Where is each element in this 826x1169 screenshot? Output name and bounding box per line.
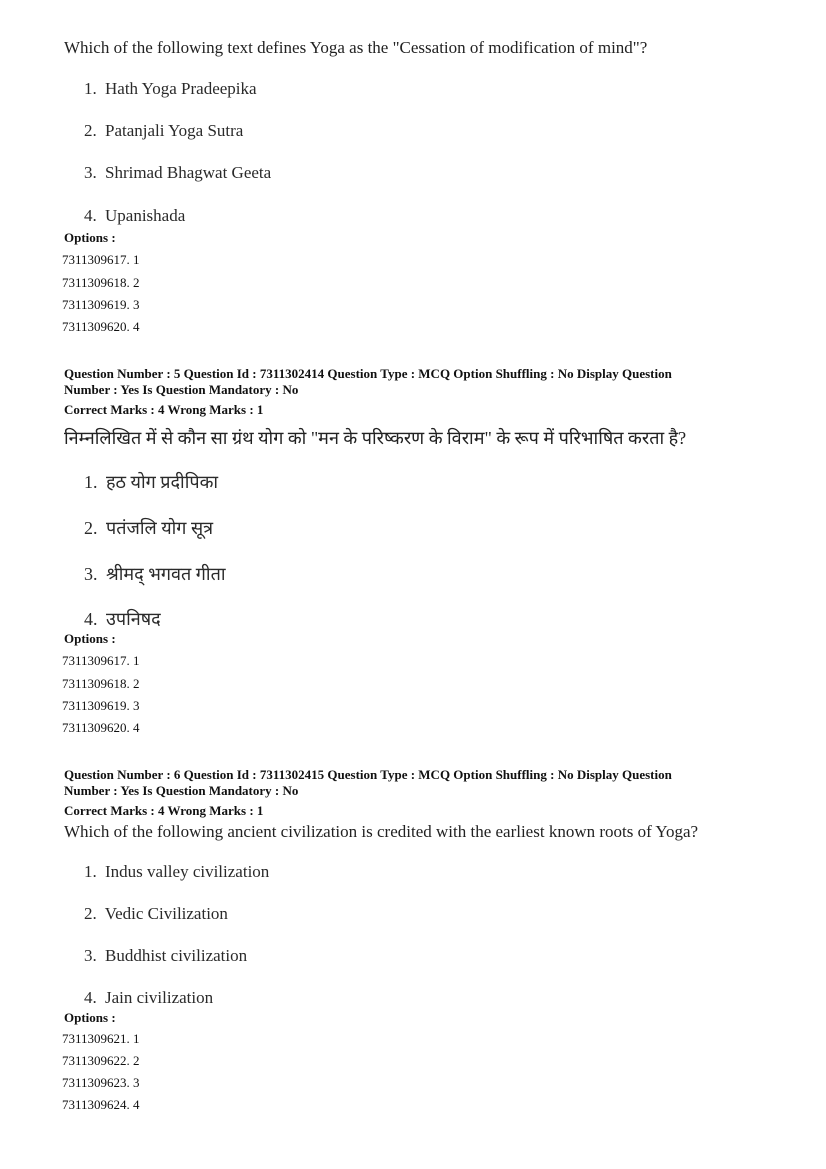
options-label: Options :: [64, 230, 116, 245]
choice-text: Patanjali Yoga Sutra: [105, 121, 244, 140]
option-id: 7311309617. 1: [62, 252, 140, 267]
option-id: 7311309620. 4: [62, 720, 140, 735]
choice-number: 2.: [84, 518, 98, 538]
choice-number: 1.: [84, 862, 97, 881]
choice-1: [84, 862, 269, 882]
option-id: 7311309619. 3: [62, 297, 140, 312]
question-text: Which of the following ancient civilization is credited with the earliest known roots of Yoga?: [64, 822, 699, 841]
marks-line: Correct Marks : 4 Wrong Marks : 1: [64, 402, 264, 417]
choice-text: पतंजलि योग सूत्र: [106, 518, 214, 538]
option-id: 7311309622. 2: [62, 1053, 140, 1068]
option-id: 7311309623. 3: [62, 1075, 140, 1090]
choice-2: [84, 516, 213, 540]
meta-line: Question Number : 5 Question Id : 7311302414 Question Type : MCQ Option Shuffling : No Display Question: [64, 366, 672, 381]
question-text: निम्नलिखित में से कौन सा ग्रंथ योग को "मन के परिष्करण के विराम" के रूप में परिभाषित करता है?: [64, 428, 687, 448]
choice-text: Hath Yoga Pradeepika: [105, 79, 257, 98]
choice-text: Indus valley civilization: [105, 862, 270, 881]
choice-number: 3.: [84, 564, 98, 584]
meta-line: Question Number : 6 Question Id : 7311302415 Question Type : MCQ Option Shuffling : No Display Question: [64, 767, 672, 782]
option-id: 7311309621. 1: [62, 1031, 140, 1046]
choice-text: उपनिषद: [106, 609, 161, 629]
choice-text: हठ योग प्रदीपिका: [106, 472, 219, 492]
option-id: 7311309619. 3: [62, 698, 140, 713]
choice-1: [84, 79, 257, 99]
choice-number: 3.: [84, 946, 97, 965]
choice-number: 2.: [84, 121, 97, 140]
choice-2: [84, 904, 228, 924]
choice-text: Buddhist civilization: [105, 946, 248, 965]
choice-number: 1.: [84, 472, 98, 492]
meta-line: Number : Yes Is Question Mandatory : No: [64, 783, 299, 798]
question-text: Which of the following text defines Yoga as the "Cessation of modification of mind"?: [64, 38, 648, 57]
choice-number: 4.: [84, 609, 98, 629]
choice-3: [84, 562, 226, 586]
question-meta: [64, 767, 764, 819]
choice-text: Upanishada: [105, 206, 186, 225]
choice-number: 2.: [84, 904, 97, 923]
choice-3: [84, 946, 247, 966]
choice-4: [84, 607, 161, 631]
question-meta: [64, 366, 764, 418]
choice-3: [84, 163, 271, 183]
meta-line: Number : Yes Is Question Mandatory : No: [64, 382, 299, 397]
choice-4: [84, 988, 213, 1008]
option-id: 7311309618. 2: [62, 275, 140, 290]
options-label: Options :: [64, 631, 116, 646]
option-id: 7311309617. 1: [62, 653, 140, 668]
choice-text: Shrimad Bhagwat Geeta: [105, 163, 272, 182]
option-id: 7311309624. 4: [62, 1097, 140, 1112]
choice-number: 3.: [84, 163, 97, 182]
option-id: 7311309618. 2: [62, 676, 140, 691]
options-label: Options :: [64, 1010, 116, 1025]
option-id: 7311309620. 4: [62, 319, 140, 334]
choice-number: 4.: [84, 206, 97, 225]
choice-text: Vedic Civilization: [104, 904, 228, 923]
choice-2: [84, 121, 243, 141]
choice-4: [84, 206, 185, 226]
choice-number: 4.: [84, 988, 97, 1007]
choice-text: श्रीमद् भगवत गीता: [106, 564, 226, 584]
marks-line: Correct Marks : 4 Wrong Marks : 1: [64, 803, 264, 818]
choice-text: Jain civilization: [105, 988, 214, 1007]
choice-number: 1.: [84, 79, 97, 98]
choice-1: [84, 470, 218, 494]
